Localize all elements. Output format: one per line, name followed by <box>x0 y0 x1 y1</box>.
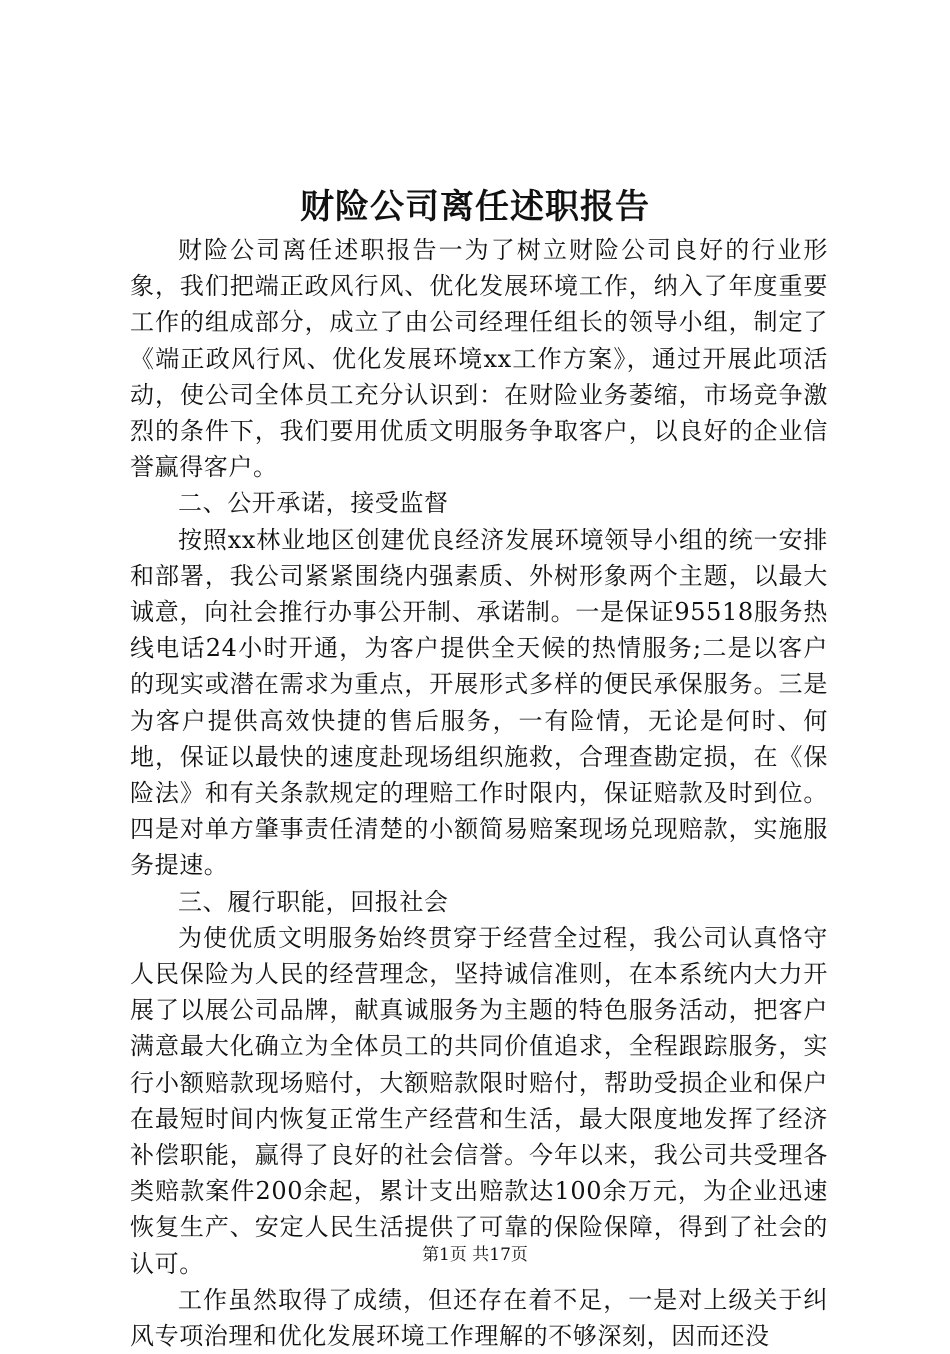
paragraph-shortcomings: 工作虽然取得了成绩，但还存在着不足，一是对上级关于纠风专项治理和优化发展环境工作理解的不够深刻，因而还没 <box>130 1285 828 1351</box>
page-number-footer: 第1页 共17页 <box>422 1245 528 1265</box>
section-heading-2: 二、公开承诺，接受监督 <box>178 489 449 518</box>
paragraph-section-2: 按照xx林业地区创建优良经济发展环境领导小组的统一安排和部署，我公司紧紧围绕内强素质、外树形象两个主题，以最大诚意，向社会推行办事公开制、承诺制。一是保证95518服务热线电话24小时开通，为客户提供全天候的热情服务;二是以客户的现实或潜在需求为重点，开展形式多样的便民承保服务。三是为客户提供高效快捷的售后服务，一有险情，无论是何时、何地，保证以最快的速度赴现场组织施救，合理查勘定损，在《保险法》和有关条款规定的理赔工作时限内，保证赔款及时到位。四是对单方肇事责任清楚的小额简易赔案现场兑现赔款，实施服务提速。 <box>130 525 828 880</box>
document-title: 财险公司离任述职报告 <box>300 187 650 227</box>
paragraph-intro: 财险公司离任述职报告一为了树立财险公司良好的行业形象，我们把端正政风行风、优化发展环境工作，纳入了年度重要工作的组成部分，成立了由公司经理任组长的领导小组，制定了《端正政风行风、优化发展环境xx工作方案》，通过开展此项活动，使公司全体员工充分认识到：在财险业务萎缩，市场竞争激烈的条件下，我们要用优质文明服务争取客户，以良好的企业信誉赢得客户。 <box>130 236 828 482</box>
document-body <box>130 232 828 1354</box>
paragraph-section-3: 为使优质文明服务始终贯穿于经营全过程，我公司认真恪守人民保险为人民的经营理念，坚持诚信准则，在本系统内大力开展了以展公司品牌，献真诚服务为主题的特色服务活动，把客户满意最大化确立为全体员工的共同价值追求，全程跟踪服务，实行小额赔款现场赔付，大额赔款限时赔付，帮助受损企业和保户在最短时间内恢复正常生产经营和生活，最大限度地发挥了经济补偿职能，赢得了良好的社会信誉。今年以来，我公司共受理各类赔款案件200余起，累计支出赔款达100余万元，为企业迅速恢复生产、安定人民生活提供了可靠的保险保障，得到了社会的认可。 <box>130 923 828 1278</box>
section-heading-3: 三、履行职能，回报社会 <box>178 887 449 916</box>
